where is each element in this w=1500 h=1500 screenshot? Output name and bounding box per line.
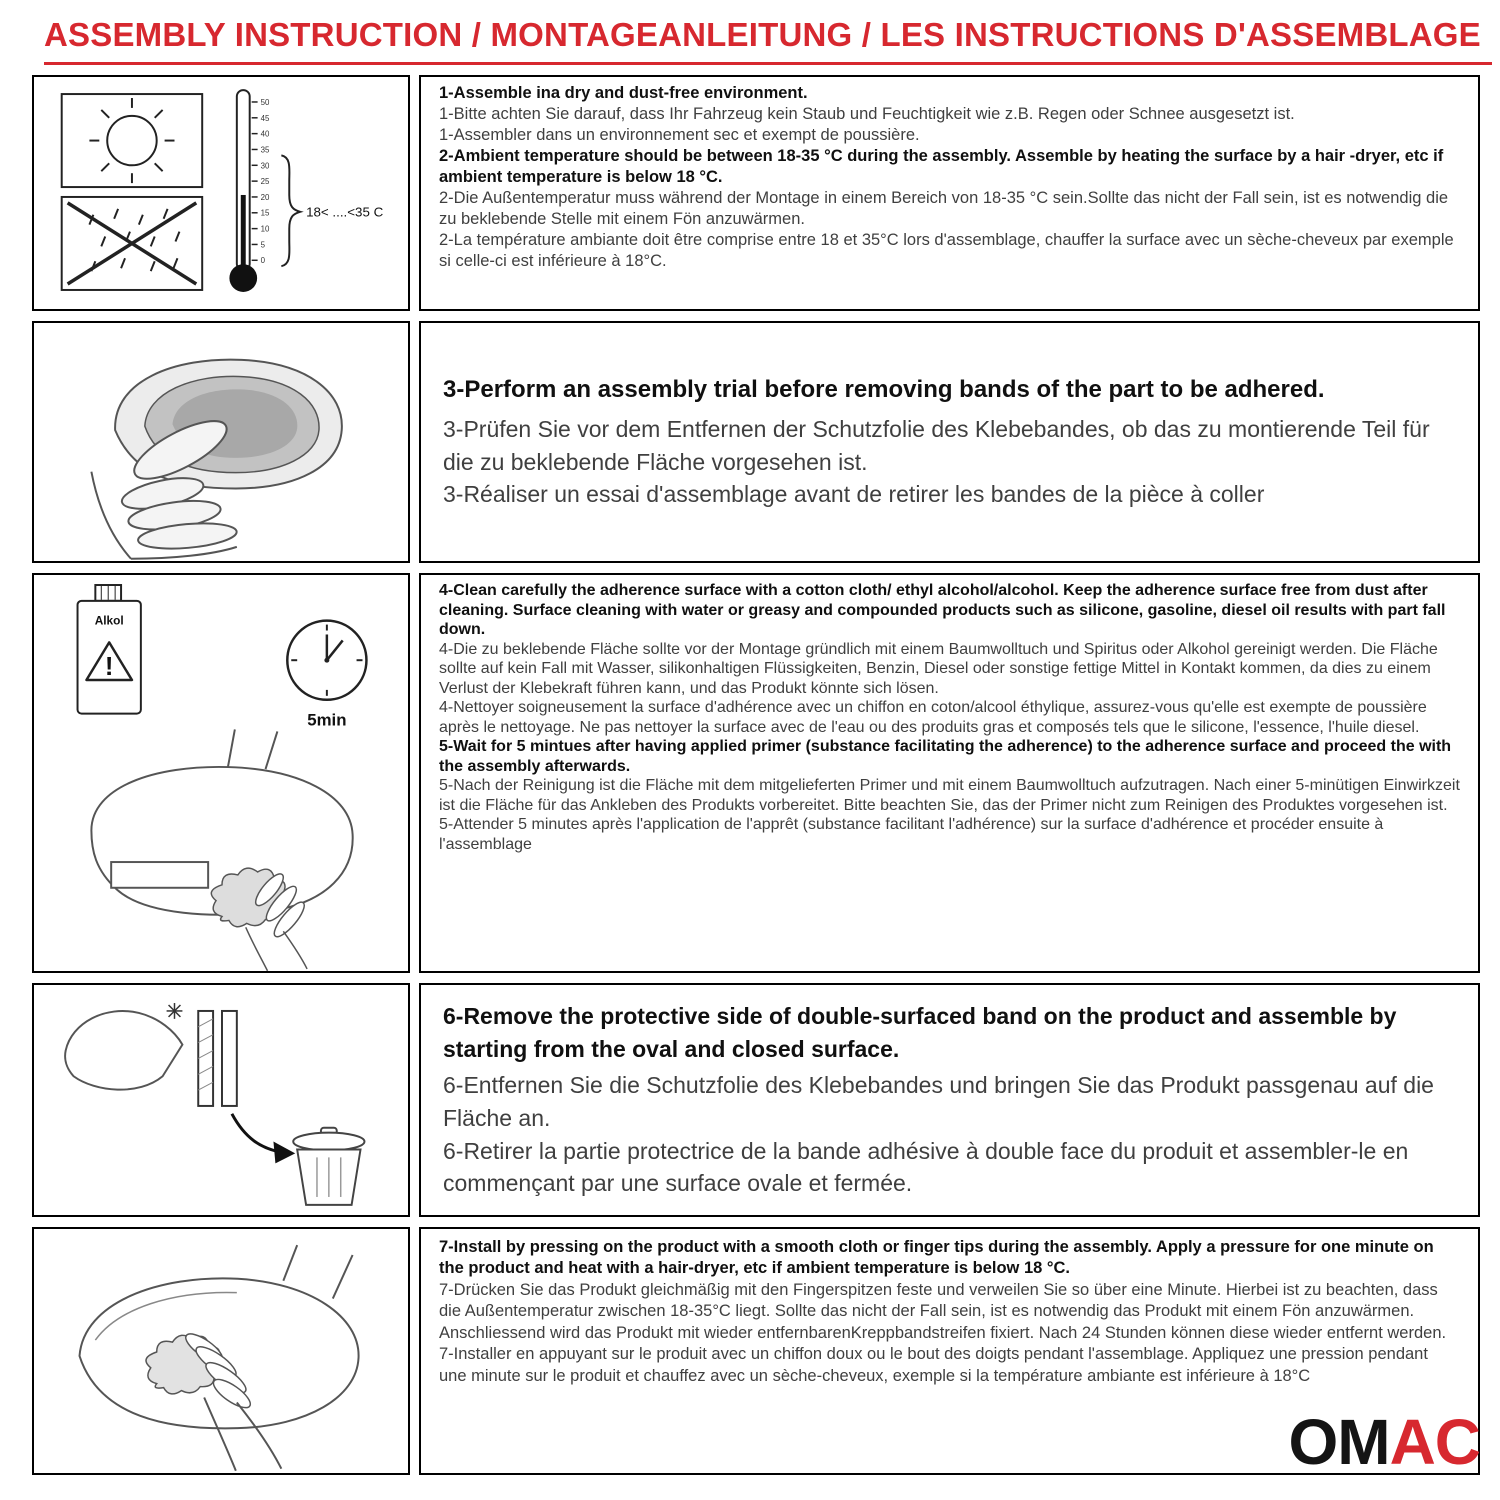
mirror-cover-icon: [80, 1245, 359, 1428]
peel-band-illustration: [34, 985, 408, 1215]
instruction-row-environment: [32, 75, 1480, 311]
tick-label: 20: [260, 192, 270, 202]
range-brace: [281, 155, 300, 266]
instruction-paragraph: 2-La température ambiante doit être comprise entre 18 et 35°C lors d'assemblage, chauffer la surface avec un sèche-cheveux par exemple si celle-ci est inférieure à 18°C.: [439, 230, 1454, 270]
illustration-cleaning: [32, 573, 410, 973]
sun-icon: [62, 94, 202, 187]
logo-text-red: AC: [1389, 1406, 1480, 1478]
cleaning-illustration: [34, 575, 408, 971]
logo-text-black: OM: [1288, 1406, 1390, 1478]
tick-label: 10: [260, 224, 270, 234]
instruction-paragraph: 1-Bitte achten Sie darauf, dass Ihr Fahrzeug kein Staub und Feuchtigkeit wie z.B. Regen oder Schnee ausgesetzt ist.: [439, 104, 1295, 123]
instruction-paragraph: 2-Ambient temperature should be between 18-35 °C during the assembly. Assemble by heating the surface by a hair -dryer, etc if ambient temperature is below 18 °C.: [439, 146, 1444, 186]
adhesive-strips-icon: [198, 1011, 237, 1106]
instruction-paragraph: 5-Wait for 5 mintues after having applied primer (substance facilitating the adherence) to the adherence surface and proceed the with the assembly afterwards.: [439, 738, 1452, 775]
press-install-illustration: [34, 1229, 408, 1473]
instruction-paragraph: 7-Drücken Sie das Produkt gleichmäßig mit den Fingerspitzen feste und verweilen Sie so über eine Minute. Hierbei ist zu beachten, dass die Außentemperatur zwischen 18-35°C liegt. Sollte das nicht der Fall sein, ist es notwendig das Produkt mit einem Fön anzuwärmen. Anschliessend wird das Produkt mit wieder entfernbarenKreppbandstreifen fixiert. Nach 24 Stunden können diese wieder entfernt werden.: [439, 1280, 1447, 1342]
tick-label: 25: [260, 177, 270, 187]
hand-icon: [65, 1003, 182, 1090]
instruction-paragraph: 4-Clean carefully the adherence surface with a cotton cloth/ ethyl alcohol/alcohol. Keep the adherence surface free from dust after cleaning. Surface cleaning with water or greasy and compounded products such as silicone, gasoline, diesel oil results with part fall down.: [439, 582, 1446, 639]
illustration-press-install: [32, 1227, 410, 1475]
tick-label: 30: [260, 161, 270, 171]
instruction-row-clean-primer: [32, 573, 1480, 973]
instruction-paragraph: 7-Install by pressing on the product with a smooth cloth or finger tips during the assembly. Apply a pressure for one minute on the product and heat with a hair-dryer, etc if ambient temperature is below 18 °C.: [439, 1238, 1434, 1278]
spark-icon: [167, 1003, 183, 1019]
instruction-paragraph: 1-Assembler dans un environnement sec et exempt de poussière.: [439, 125, 920, 144]
instruction-row-install: [32, 1227, 1480, 1475]
mirror-hand-illustration: [34, 323, 408, 561]
instruction-text-1: [419, 75, 1480, 311]
tick-label: 15: [260, 208, 270, 218]
instruction-paragraph: 1-Assemble ina dry and dust-free environment.: [439, 84, 808, 102]
instruction-row-remove-band: [32, 983, 1480, 1217]
instruction-paragraph: 7-Installer en appuyant sur le produit avec un chiffon doux ou le bout des doigts pendant l'assemblage. Appliquez une pression pendant une minute sur le produit et chauffez avec un sèche-cheveux, exemple si la température ambiante est inférieure à 18°C: [439, 1345, 1428, 1385]
omac-logo: [1288, 1406, 1480, 1478]
tick-label: 50: [260, 97, 270, 107]
thermometer-icon: [229, 90, 383, 292]
no-rain-icon: [62, 197, 202, 290]
instruction-text-2: [419, 321, 1480, 563]
trash-icon: [293, 1128, 364, 1205]
mirror-wipe-icon: [91, 729, 352, 970]
tick-label: 0: [260, 256, 265, 266]
clock-duration-label: 5min: [307, 710, 347, 730]
illustration-remove-band: [32, 983, 410, 1217]
illustration-assembly-trial: [32, 321, 410, 563]
alcohol-bottle-icon: [78, 585, 141, 714]
tick-label: 45: [260, 113, 270, 123]
instruction-paragraph: 5-Nach der Reinigung ist die Fläche mit dem mitgelieferten Primer und mit einem Baumwolltuch aufzutragen. Nach einer 5-minütigen Einwirkzeit ist die Fläche für das Ankleben des Produkts vorbereitet. Bitte beachten Sie, das der Primer nicht zum Reinigen des Produktes vorgesehen ist.: [439, 777, 1460, 814]
tick-label: 40: [260, 129, 270, 139]
instruction-paragraph: 2-Die Außentemperatur muss während der Montage in einem Bereich von 18-35 °C sein.Sollte das nicht der Fall sein, ist es notwendig die zu beklebende Stelle mit einem Fön anzuwärmen.: [439, 188, 1449, 228]
instruction-paragraph: 3-Prüfen Sie vor dem Entfernen der Schutzfolie des Klebebandes, ob das zu montierende Teil für die zu beklebende Fläche vorgesehen ist.: [443, 416, 1430, 475]
environment-illustration: [34, 77, 408, 309]
instruction-text-3: [419, 573, 1480, 973]
arrow-icon: [232, 1114, 295, 1163]
warning-mark: !: [104, 653, 114, 682]
title-underline: [44, 62, 1492, 65]
temperature-range-label: 18< ....<35 C: [306, 204, 384, 220]
instruction-paragraph: 6-Remove the protective side of double-surfaced band on the product and assemble by starting from the oval and closed surface.: [443, 1003, 1397, 1062]
instruction-paragraph: 3-Réaliser un essai d'assemblage avant de retirer les bandes de la pièce à coller: [443, 481, 1265, 508]
instruction-paragraph: 4-Nettoyer soigneusement la surface d'adhérence avec un chiffon en coton/alcool éthylique, assurez-vous qu'elle est exempte de poussière après le nettoyage. Ne pas nettoyer la surface avec de l'eau ou des produits gras et composés tels que le silicone, l'essence, l'huile diesel.: [439, 699, 1427, 736]
page-title: ASSEMBLY INSTRUCTION / MONTAGEANLEITUNG / LES INSTRUCTIONS D'ASSEMBLAGE: [44, 16, 1481, 53]
instruction-row-trial: [32, 321, 1480, 563]
clock-icon: [287, 621, 366, 730]
instruction-text-4: [419, 983, 1480, 1217]
tick-label: 5: [260, 240, 265, 250]
instruction-paragraph: 5-Attender 5 minutes après l'application de l'apprêt (substance facilitant l'adhérence) sur la surface d'adhérence et procéder ensuite à l'assemblage: [439, 816, 1384, 853]
thermometer-tick-labels: [261, 98, 270, 265]
instruction-paragraph: 6-Retirer la partie protectrice de la bande adhésive à double face du produit et assembler-le en commençant par une surface ovale et fermée.: [443, 1137, 1409, 1197]
instruction-paragraph: 6-Entfernen Sie die Schutzfolie des Klebebandes und bringen Sie das Produkt passgenau auf die Fläche an.: [443, 1072, 1434, 1131]
tick-label: 35: [260, 145, 270, 155]
instruction-paragraph: 3-Perform an assembly trial before removing bands of the part to be adhered.: [443, 375, 1325, 403]
instruction-paragraph: 4-Die zu beklebende Fläche sollte vor der Montage gründlich mit einem Baumwolltuch und Spiritus oder Alkohol gereinigt werden. Die Fläche sollte auf kein Fall mit Wasser, silikonhaltigen Flüssigkeiten, Benzin, Diesel oder sonstige fettige Mittel in Kontakt kommen, da dies zu einem Verlust der Klebekraft führen kann, und das Produkt könnte sich lösen.: [439, 640, 1438, 697]
illustration-environment: [32, 75, 410, 311]
bottle-label: Alkol: [94, 613, 124, 628]
